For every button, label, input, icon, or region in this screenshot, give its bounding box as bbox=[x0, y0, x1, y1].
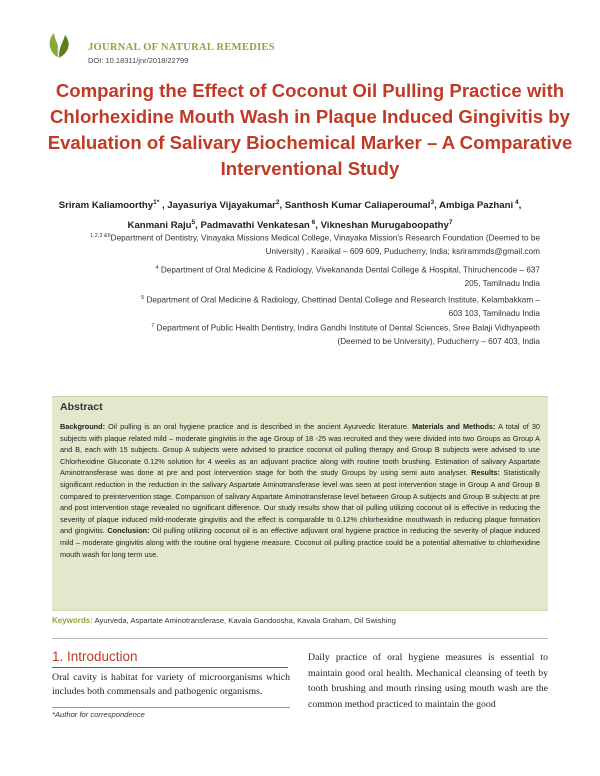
footnote-rule bbox=[52, 707, 290, 708]
author-affil-sup: 3 bbox=[430, 199, 435, 206]
keywords-text: Ayurveda, Aspartate Aminotransferase, Kavala Gandoosha, Kavala Graham, Oil Swishing bbox=[92, 616, 396, 625]
abstract-label-methods: Materials and Methods: bbox=[412, 422, 496, 431]
affiliation-4: $^7$ Department of Public Health Dentistry, Indira Gandhi Institute of Dental Sciences, Sree Balaji Vidhyapeeth (Deemed to be University), Puducherry – 607 403, India bbox=[151, 323, 540, 346]
author-affil-sup: 6 bbox=[309, 219, 316, 227]
journal-name: JOURNAL OF NATURAL REMEDIES bbox=[88, 42, 275, 53]
author-affil-sup: 4 bbox=[513, 199, 519, 206]
author-name: Kanmani Raju bbox=[127, 220, 192, 232]
author-name: Sriram Kaliamoorthy bbox=[58, 200, 154, 212]
journal-header bbox=[44, 28, 564, 68]
heading-underline bbox=[52, 667, 288, 668]
keywords-label: Keywords: bbox=[52, 616, 93, 625]
abstract-box bbox=[52, 396, 548, 611]
abstract-label-background: Background: bbox=[60, 422, 105, 431]
author-affil-sup: 1* bbox=[153, 199, 160, 206]
intro-left-column: Oral cavity is habitat for variety of microorganisms which includes both commensals and pathogenic organisms. bbox=[52, 672, 290, 697]
author-affil-sup: 2 bbox=[275, 199, 280, 206]
author-list: Sriram Kaliamoorthy$^{1*}$ , Jayasuriya Vijayakumar$^2$, Santhosh Kumar Caliaperoumal$^3$, Ambiga Pazhani $^4$, Kanmani Raju$^5$, Padmavathi Venkatesan $^6$, Vikneshan Murugaboopathy$^7$ bbox=[58, 199, 522, 232]
author-name: Padmavathi Venkatesan bbox=[200, 220, 310, 232]
keywords bbox=[52, 616, 552, 625]
journal-leaf-logo-icon bbox=[44, 30, 74, 60]
affiliation-3: $^5$ Department of Oral Medicine & Radiology, Chettinad Dental College and Research Institute, Kelambakkam – 603 103, Tamilnadu India bbox=[141, 295, 540, 318]
author-affil-sup: 7 bbox=[448, 219, 453, 227]
abstract-text: Background: Oil pulling is an oral hygiene practice and is described in the ancient Ayurvedic literature. Materials and Methods: A total of 30 subjects with plaque related mild – moderate gingivitis in the age Group of 18 -25 was recruited and they were divided into two Groups as Group A and B, each with 15 subjects. Group A subjects were advised to practice coconut oil pulling therapy and Group B subjects were advised to use Chlorhexidine Gluconate 0.12% solution for 4 weeks as an adjuvant practice along with routine tooth brushing. Estimation of salivary Aspartate Aminotransferase was done at pre and post intervention stage for both the study Groups by using semi auto analyser. Results: Statistically significant reduction in the reduction in the salivary Aspartate Aminotransferase level was seen at post intervention stage in Group A and Group B compared to preintervention stage. Comparison of salivary Aspartate Aminotransferase level between Group A subjects and Group B subjects at pre and post intervention stage revealed no significant difference. Our study results show that oil pulling utilizing coconut oil is effective in reducing the severity of plaque induced mild-moderate gingivitis and the effect is comparable to 0.12% chlorhexidine mouthwash in reducing plaque formation and gingivitis. Conclusion: Oil pulling utilizing coconut oil is an effective adjuvant oral hygiene practice in reducing the severity of plaque induced mild – moderate gingivitis along with the routine oral hygiene measure. Coconut oil pulling practice could be a potential alternative to chlorhexidine mouth wash for long term use. bbox=[60, 422, 540, 559]
doi: DOI: 10.18311/jnr/2018/22799 bbox=[88, 56, 189, 65]
paper-title: Comparing the Effect of Coconut Oil Pulling Practice with Chlorhexidine Mouth Wash in Plaque Induced Gingivitis by Evaluation of Salivary Biochemical Marker – A Comparative Interventional Study bbox=[47, 80, 573, 179]
abstract-label-results: Results: bbox=[471, 468, 500, 478]
author-name: Ambiga Pazhani bbox=[439, 200, 514, 212]
abstract-label-conclusion: Conclusion: bbox=[107, 526, 150, 536]
author-name: Santhosh Kumar Caliaperoumal bbox=[284, 200, 431, 212]
abstract-heading: Abstract bbox=[60, 401, 103, 413]
affiliation-1: $^{1,2,3 \&6}$Department of Dentistry, Vinayaka Missions Medical College, Vinayaka Mission's Research Foundation (Deemed to be University) , Karaikal – 609 609, Puducherry, India; ksrirammds@gmail.com bbox=[90, 233, 540, 256]
author-name: Jayasuriya Vijayakumar bbox=[167, 200, 276, 212]
affiliation-2: $^4$ Department of Oral Medicine & Radiology, Vivekananda Dental College & Hospital, Thiruchencode – 637 205, Tamilnadu India bbox=[155, 265, 540, 288]
author-affil-sup: 5 bbox=[191, 219, 196, 227]
author-name: Vikneshan Murugaboopathy bbox=[320, 220, 449, 232]
section-heading-introduction: 1. Introduction bbox=[52, 649, 138, 664]
correspondence-footnote: *Author for correspondence bbox=[52, 710, 145, 719]
intro-right-column: Daily practice of oral hygiene measures is essential to maintain good oral health. Mechanical cleansing of teeth by tooth brushing and mouth rinsing using mouth wash are the common method practiced to maintain the good bbox=[308, 652, 548, 710]
section-divider bbox=[52, 638, 548, 639]
